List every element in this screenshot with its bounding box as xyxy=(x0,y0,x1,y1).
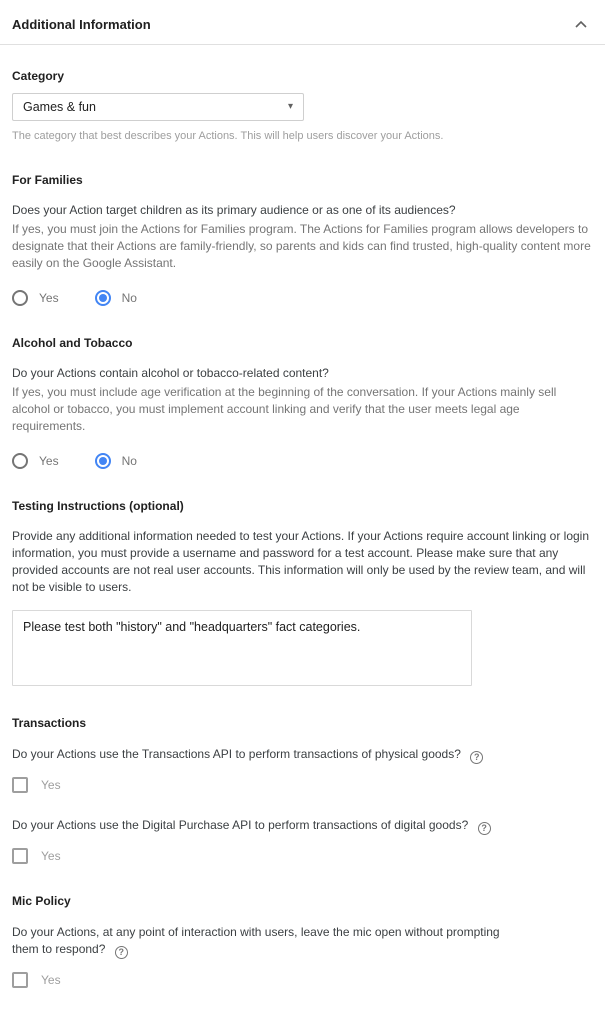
transactions-physical-question xyxy=(12,746,593,764)
transactions-physical-yes-label: Yes xyxy=(41,778,61,792)
for-families-section xyxy=(12,173,593,306)
section-divider xyxy=(0,44,605,45)
testing-instructions-description: Provide any additional information needed to test your Actions. If your Actions require account linking or login information, you must provide a username and password for a test account. Please make sure that any provided accounts are not real user accounts. This information will only be used by the review team, and will not be visible to users. xyxy=(12,529,590,594)
alcohol-tobacco-description: If yes, you must include age verification at the beginning of the conversation. If your Actions mainly sell alcohol or tobacco, you must implement account linking and verify that the user meets legal age requirements. xyxy=(12,385,557,433)
category-field xyxy=(12,69,593,143)
for-families-question: Does your Action target children as its primary audience or as one of its audiences? xyxy=(12,203,456,217)
checkbox-unchecked-icon xyxy=(12,777,28,793)
category-label: Category xyxy=(12,69,65,83)
help-icon[interactable]: ? xyxy=(478,822,491,835)
mic-policy-section xyxy=(12,894,593,988)
alcohol-tobacco-heading: Alcohol and Tobacco xyxy=(12,336,133,350)
for-families-yes-radio[interactable] xyxy=(12,290,59,306)
transactions-digital-yes-checkbox[interactable] xyxy=(12,848,593,864)
category-selected-value: Games & fun xyxy=(23,100,96,114)
help-icon[interactable]: ? xyxy=(115,946,128,959)
for-families-no-label: No xyxy=(121,291,137,305)
help-icon[interactable]: ? xyxy=(470,751,483,764)
transactions-digital-yes-label: Yes xyxy=(41,849,61,863)
mic-policy-yes-checkbox[interactable] xyxy=(12,972,593,988)
for-families-radio-group xyxy=(12,290,593,306)
collapse-section-button[interactable] xyxy=(571,14,591,34)
panel-header xyxy=(12,10,593,44)
for-families-description: If yes, you must join the Actions for Families program. The Actions for Families program allows developers to designate that their Actions are family-friendly, so parents and kids can find trusted, high-quality content more easily on the Google Assistant. xyxy=(12,222,591,270)
checkbox-unchecked-icon xyxy=(12,972,28,988)
category-select[interactable] xyxy=(12,93,304,121)
radio-unchecked-icon xyxy=(12,290,28,306)
transactions-digital-question xyxy=(12,817,593,835)
for-families-yes-label: Yes xyxy=(39,291,59,305)
alcohol-tobacco-no-radio[interactable] xyxy=(95,453,137,469)
mic-policy-heading: Mic Policy xyxy=(12,894,71,908)
for-families-heading: For Families xyxy=(12,173,83,187)
radio-checked-icon xyxy=(95,290,111,306)
page-title: Additional Information xyxy=(12,16,151,32)
testing-instructions-section xyxy=(12,499,593,686)
testing-instructions-heading: Testing Instructions (optional) xyxy=(12,499,184,513)
alcohol-tobacco-yes-label: Yes xyxy=(39,454,59,468)
alcohol-tobacco-no-label: No xyxy=(121,454,137,468)
transactions-heading: Transactions xyxy=(12,716,87,730)
checkbox-unchecked-icon xyxy=(12,848,28,864)
alcohol-tobacco-question: Do your Actions contain alcohol or tobacco-related content? xyxy=(12,366,329,380)
transactions-section xyxy=(12,716,593,864)
category-helper-text: The category that best describes your Actions. This will help users discover your Actions. xyxy=(12,130,444,142)
transactions-physical-question-text: Do your Actions use the Transactions API to perform transactions of physical goods? xyxy=(12,747,461,761)
radio-checked-icon xyxy=(95,453,111,469)
mic-policy-question xyxy=(12,924,512,959)
radio-unchecked-icon xyxy=(12,453,28,469)
alcohol-tobacco-section xyxy=(12,336,593,469)
testing-instructions-input[interactable] xyxy=(12,610,472,686)
transactions-digital-question-text: Do your Actions use the Digital Purchase API to perform transactions of digital goods? xyxy=(12,818,469,832)
alcohol-tobacco-yes-radio[interactable] xyxy=(12,453,59,469)
mic-policy-yes-label: Yes xyxy=(41,973,61,987)
transactions-physical-yes-checkbox[interactable] xyxy=(12,777,593,793)
mic-policy-question-text: Do your Actions, at any point of interaction with users, leave the mic open without prompting them to respond? xyxy=(12,925,500,956)
chevron-up-icon xyxy=(575,20,587,28)
alcohol-tobacco-radio-group xyxy=(12,453,593,469)
for-families-no-radio[interactable] xyxy=(95,290,137,306)
dropdown-caret-icon: ▾ xyxy=(287,101,293,112)
